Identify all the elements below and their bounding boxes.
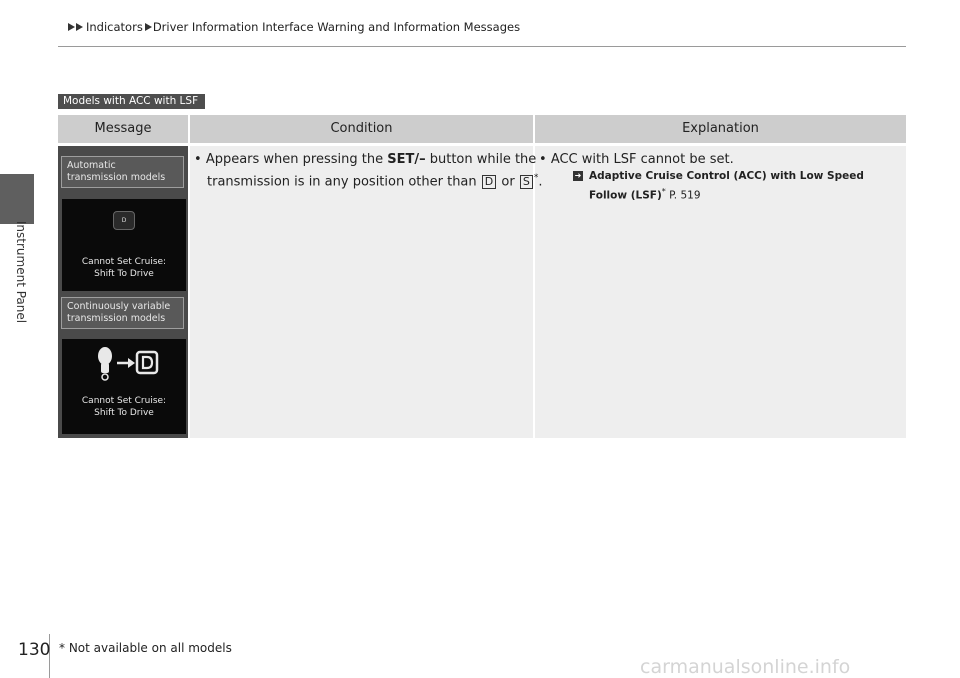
triangle-icon (145, 23, 152, 31)
watermark: carmanualsonline.info (640, 656, 851, 678)
triangle-icon (68, 23, 75, 31)
shift-to-drive-icon (62, 339, 186, 391)
section-label: Instrument Panel (14, 220, 28, 324)
models-tag: Models with ACC with LSF (58, 94, 205, 109)
header-condition: Condition (190, 115, 533, 143)
footnote: * Not available on all models (59, 641, 232, 655)
condition-text: • Appears when pressing the SET/– button while the (194, 152, 537, 167)
condition-text-line2: transmission is in any position other than D or S *. (207, 173, 543, 190)
display-screen-cvt (62, 339, 186, 434)
gear-s-key: S (520, 175, 533, 189)
screen-line2: Shift To Drive (94, 408, 154, 418)
breadcrumb-item-messages[interactable]: Driver Information Interface Warning and Information Messages (152, 20, 521, 34)
page-number: 130 (18, 640, 51, 660)
section-tab (0, 174, 34, 224)
display-screen-automatic (62, 199, 186, 291)
header-message: Message (58, 115, 188, 143)
label-automatic: Automatic transmission models (61, 156, 184, 188)
triangle-icon (76, 23, 83, 31)
gear-d-key: D (482, 175, 496, 189)
bullet: • (539, 152, 547, 167)
label-cvt: Continuously variable transmission models (61, 297, 184, 329)
screen-line2: Shift To Drive (94, 269, 154, 279)
reference-link[interactable]: Adaptive Cruise Control (ACC) with Low Speed Follow (LSF)* P. 519 (589, 170, 864, 202)
breadcrumb-item-indicators[interactable]: Indicators (86, 20, 143, 34)
reference-arrow-icon: ➜ (574, 171, 582, 180)
header-divider (58, 46, 906, 47)
explanation-text: • ACC with LSF cannot be set. (539, 152, 734, 167)
gear-d-icon: D (113, 211, 135, 230)
bullet: • (194, 152, 202, 167)
breadcrumb (68, 20, 520, 34)
screen-line1: Cannot Set Cruise: (81, 257, 167, 267)
screen-line1: Cannot Set Cruise: (81, 396, 167, 406)
header-explanation: Explanation (535, 115, 906, 143)
